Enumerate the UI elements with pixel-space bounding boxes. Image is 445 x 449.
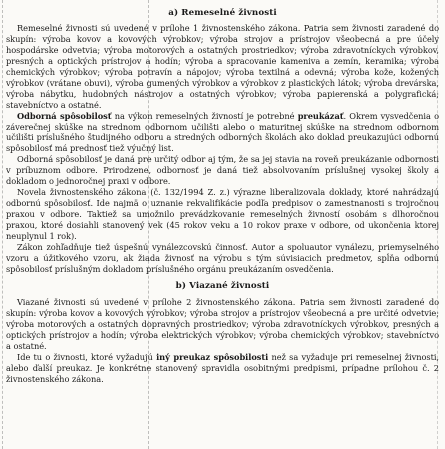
term-preukazat: preukázať — [297, 110, 344, 121]
section-a-paragraph-5: Zákon zohľadňuje tiež úspešnú vynálezcovskú činnosť. Autor a spoluautor vynálezu, priemyselného vzoru a úžitkového vzoru, ak žiada živnosť na výrobu s tým súvisiacich predmetov, spĺňa odbornú spôsobilosť príslušným dokladom príslušného orgánu preukázaním osvedčenia. — [6, 242, 439, 274]
paragraph-text: Ide tu o živnosti, ktoré vyžadujú — [17, 351, 157, 362]
paragraph-text: než sa vyžaduje pri remeselnej živnosti, alebo ďalší preukaz. Je konkrétne stanovený spravidla osobitnými predpismi, prípadne prílohou č. 2 živnostenského zákona. — [6, 351, 439, 384]
section-a-heading: a) Remeselné živnosti — [168, 8, 277, 18]
section-a-paragraph-2 — [6, 111, 439, 155]
section-b-heading: b) Viazané živnosti — [175, 280, 270, 291]
paragraph-text: . Okrem vysvedčenia o záverečnej skúške na strednom odbornom učilišti alebo o maturitnej skúške na strednom odbornom učilišti príslušného študijného odboru a stredných odborných školách ako doklad preukazujúci odbornú spôsobilosť má prednosť tiež výučný list. — [6, 110, 440, 154]
section-a-paragraph-4: Novela živnostenského zákona (č. 132/1994 Z. z.) výrazne liberalizovala doklady, ktoré nahrádzajú odbornú spôsobilosť. Ide najmä o uznanie rekvalifikácie podľa predpisov o zamestnanosti s trojročnou praxou v odbore. Taktiež sa umožnilo prevádzkovanie remeselných živností osobám s dlhoročnou praxou, ktoré dosiahli stanovený vek (45 rokov veku a 10 rokov praxe v odbore, od ukončenia ktorej neuplynul 1 rok). — [6, 187, 439, 242]
paragraph-text: na výkon remeselných živností je potrebné — [111, 110, 298, 121]
section-b-paragraph-2 — [6, 352, 439, 385]
term-odborna-sposobilost: Odborná spôsobilosť — [17, 110, 112, 121]
section-b-paragraph-1: Viazané živnosti sú uvedené v prílohe 2 živnostenského zákona. Patria sem živnosti zaradené do skupín: výroba kovov a kovových výrobkov; výroba strojov a prístrojov všeobecná a pre určité odvetvie; výroba motorových a ostatných dopravných prostriedkov; výroba zdravotníckych výrobkov, presných a optických prístrojov a hodín; výroba elektrických výrobkov; výroba chemických výrobkov; stavebníctvo a ostatné. — [6, 296, 439, 351]
section-a-paragraph-1: Remeselné živnosti sú uvedené v prílohe 1 živnostenského zákona. Patria sem živnosti zaradené do skupín: výroba kovov a kovových výrobkov; výroba strojov a prístrojov všeobecná a pre účely hospodárske odvetvia; výroba motorových a ostatných prostriedkov; výroba zdravotníckych výrobkov, presných a optických prístrojov a hodín; výroba a spracovanie kameniva a zemín, keramika; výroba chemických výrobkov; výroba potravín a nápojov; výroba textilná a odevná; výroba kože, kožených výrobkov (vrátane obuvi), výroba gumených výrobkov a výrobkov z plastických látok; výroba drevárska, výroba nábytku, hudobných nástrojov a ostatných výrobkov; výroba papierenská a polygrafická; stavebníctvo a ostatné. — [6, 22, 439, 110]
section-a-paragraph-3: Odborná spôsobilosť je daná pre určitý odbor aj tým, že sa jej stavia na roveň preukázanie odbornosti v príbuznom odbore. Prirodzene, odbornosť je daná tiež absolvovaním príslušnej vysokej školy a dokladom o jednoročnej praxi v odbore. — [6, 154, 439, 187]
fold-line — [2, 0, 3, 449]
fold-line — [148, 0, 149, 449]
fold-line — [437, 0, 438, 449]
term-iny-preukaz: iný preukaz spôsobilosti — [156, 351, 269, 362]
